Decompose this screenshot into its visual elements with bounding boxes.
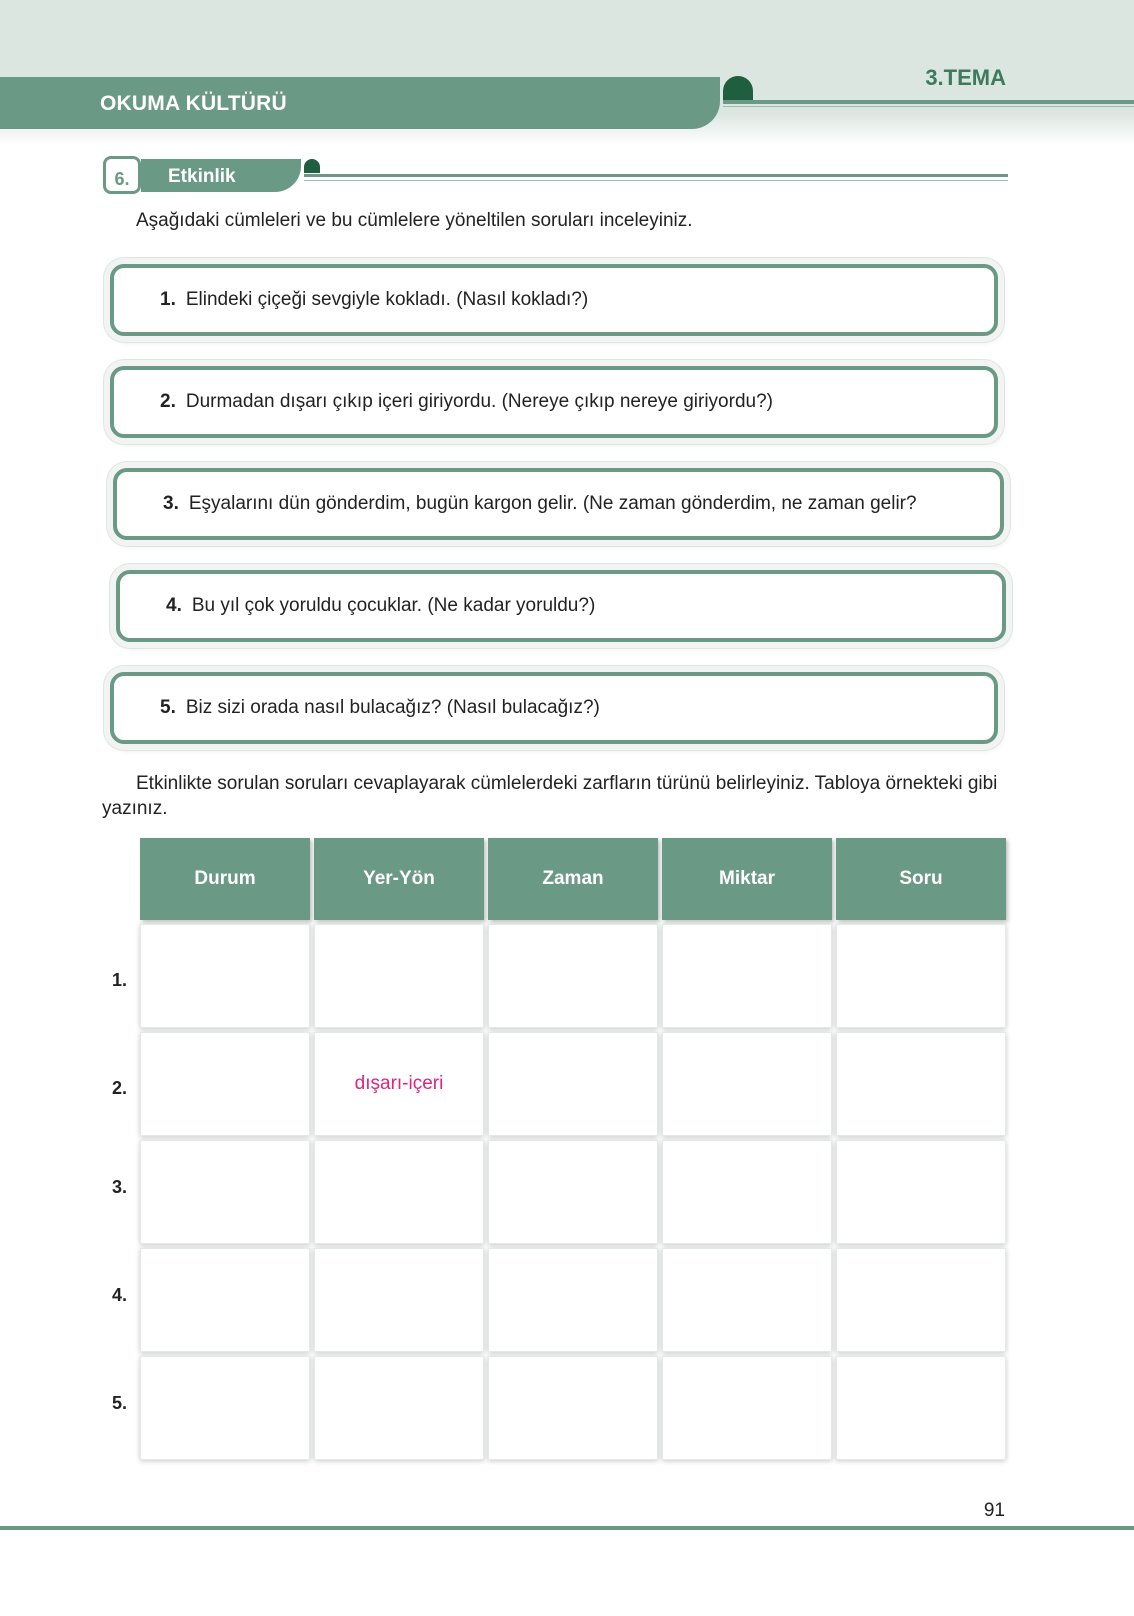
sentence-text: Durmadan dışarı çıkıp içeri giriyordu. (Nereye çıkıp nereye giriyordu?)	[185, 391, 773, 412]
sentence-text: Bu yıl çok yoruldu çocuklar. (Ne kadar yoruldu?)	[191, 595, 596, 616]
table-cell[interactable]	[488, 1140, 658, 1244]
table-header: Miktar	[662, 838, 832, 920]
table-cell[interactable]	[140, 1248, 310, 1352]
table-cell[interactable]	[662, 1140, 832, 1244]
table-header: Yer-Yön	[314, 838, 484, 920]
sentence-text: Elindeki çiçeği sevgiyle kokladı. (Nasıl kokladı?)	[185, 289, 589, 310]
row-label: 1.	[112, 970, 128, 990]
table-cell[interactable]	[140, 1140, 310, 1244]
leaf-icon	[723, 76, 753, 101]
table-cell[interactable]	[314, 924, 484, 1028]
table-header: Durum	[140, 838, 310, 920]
table-cell[interactable]	[488, 1248, 658, 1352]
table-cell[interactable]	[140, 1032, 310, 1136]
activity-intro: Aşağıdaki cümleleri ve bu cümlelere yöneltilen soruları inceleyiniz.	[136, 210, 693, 231]
table-cell[interactable]	[314, 1248, 484, 1352]
sentence-number: 1.	[160, 289, 176, 310]
footer-rule	[0, 1526, 1134, 1530]
table-cell[interactable]	[314, 1356, 484, 1460]
adverb-table	[140, 838, 1006, 1460]
table-header: Soru	[836, 838, 1006, 920]
table-cell[interactable]	[140, 1356, 310, 1460]
table-cell[interactable]	[488, 1032, 658, 1136]
table-cell[interactable]	[662, 1356, 832, 1460]
sentence-number: 5.	[160, 697, 176, 718]
row-label: 4.	[112, 1285, 128, 1305]
row-label: 2.	[112, 1078, 128, 1098]
sentence-number: 2.	[160, 391, 176, 412]
header-rule	[723, 100, 1134, 104]
sentence-box	[113, 468, 1004, 540]
table-cell[interactable]	[140, 924, 310, 1028]
sentence-box	[110, 264, 998, 336]
table-cell[interactable]	[662, 1248, 832, 1352]
activity-rule	[304, 174, 1008, 177]
sentence-text: Biz sizi orada nasıl bulacağız? (Nasıl bulacağız?)	[185, 697, 600, 718]
sentence-number: 4.	[166, 595, 182, 616]
small-leaf-icon	[304, 159, 320, 173]
table-cell-example[interactable]: dışarı-içeri	[314, 1032, 484, 1136]
sentence-number: 3.	[163, 493, 179, 514]
activity-number: 6.	[103, 156, 141, 194]
table-cell[interactable]	[662, 1032, 832, 1136]
table-cell[interactable]	[314, 1140, 484, 1244]
theme-label: 3.TEMA	[925, 65, 1006, 90]
table-cell[interactable]	[836, 924, 1006, 1028]
table-cell[interactable]	[836, 1356, 1006, 1460]
instruction-text: Etkinlikte sorulan soruları cevaplayarak cümlelerdeki zarfların türünü belirleyiniz. Tabloya örnekteki gibi yazınız.	[102, 773, 998, 819]
sentence-text: Eşyalarını dün gönderdim, bugün kargon gelir. (Ne zaman gönderdim, ne zaman gelir?	[188, 493, 917, 514]
sentence-box	[110, 366, 998, 438]
row-label: 5.	[112, 1393, 128, 1413]
header-rule-thin	[723, 106, 1134, 107]
table-header: Zaman	[488, 838, 658, 920]
table-cell[interactable]	[836, 1032, 1006, 1136]
table-cell[interactable]	[488, 1356, 658, 1460]
activity-label: Etkinlik	[168, 166, 236, 187]
activity-rule-thin	[304, 180, 1008, 181]
table-cell[interactable]	[488, 924, 658, 1028]
sentence-box	[110, 672, 998, 744]
table-cell[interactable]	[836, 1248, 1006, 1352]
table-cell[interactable]	[662, 924, 832, 1028]
page-number: 91	[983, 1500, 1005, 1521]
table-cell[interactable]	[836, 1140, 1006, 1244]
sentence-box	[116, 570, 1006, 642]
row-label: 3.	[112, 1177, 128, 1197]
section-title: OKUMA KÜLTÜRÜ	[100, 92, 287, 115]
